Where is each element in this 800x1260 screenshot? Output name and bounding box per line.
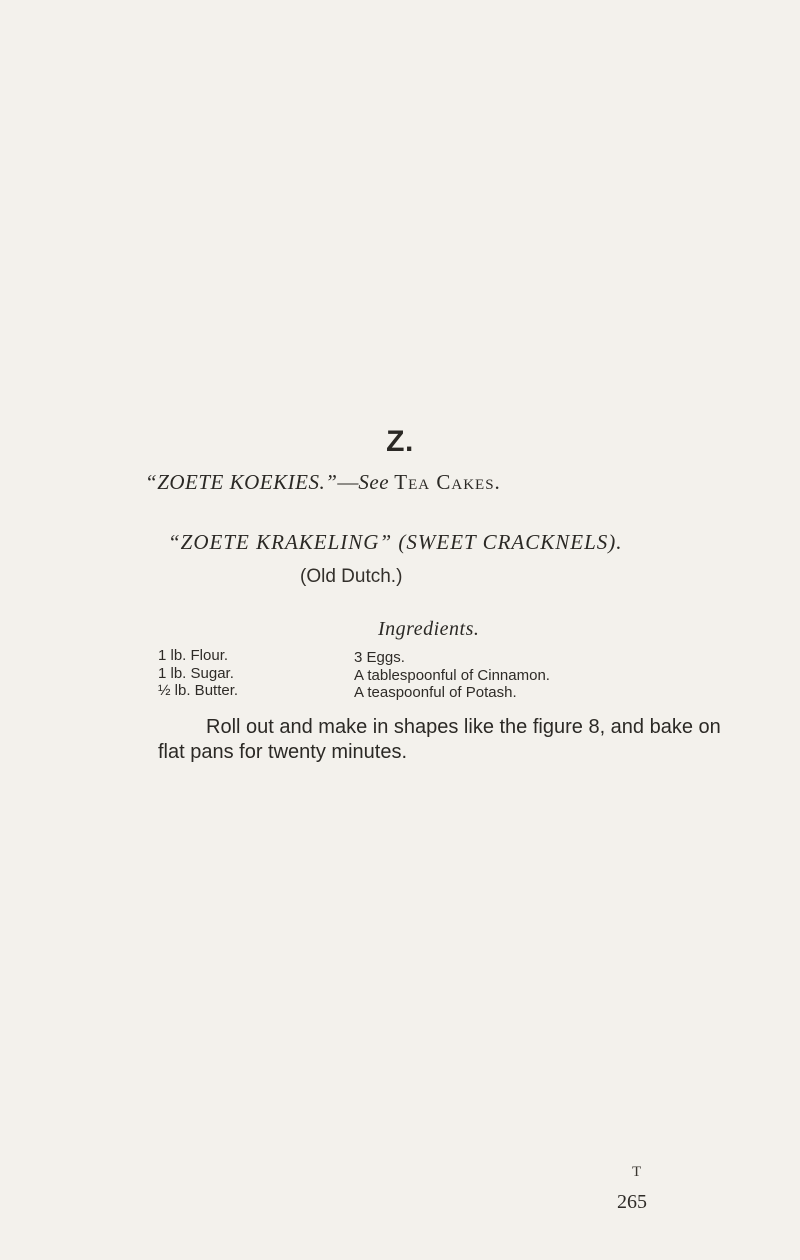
cross-reference-see: See [358,470,390,494]
ingredient-item: 1 lb. Sugar. [158,664,234,682]
recipe-title: “ZOETE KRAKELING” (SWEET CRACKNELS). [168,530,623,554]
ingredient-item: 1 lb. Flour. [158,647,229,664]
cross-reference-open-quote: “ [145,470,158,494]
ingredient-item: A tablespoonful of Cinnamon. [354,666,550,684]
recipe-subtitle: (Old Dutch.) [300,566,403,587]
page-number: 265 [617,1191,647,1213]
cross-reference-entry [145,470,501,495]
ingredients-heading: Ingredients. [378,618,480,640]
ingredients-list-left [158,647,238,700]
cross-reference-target: Tea Cakes. [394,470,501,494]
section-heading: Z. [386,425,414,458]
ingredient-item: ½ lb. Butter. [158,682,239,699]
cross-reference-term: ZOETE KOEKIES. [157,470,326,494]
recipe-method: Roll out and make in shapes like the figure 8, and bake on flat pans for twenty minutes. [158,716,721,763]
ingredient-item: A teaspoonful of Potash. [354,684,517,701]
ingredients-list-right [354,647,550,702]
ingredient-item: 3 Eggs. [354,649,405,666]
signature-mark: T [632,1164,642,1180]
cross-reference-close-quote: ” [325,470,338,494]
cross-reference-dash: — [337,470,359,494]
